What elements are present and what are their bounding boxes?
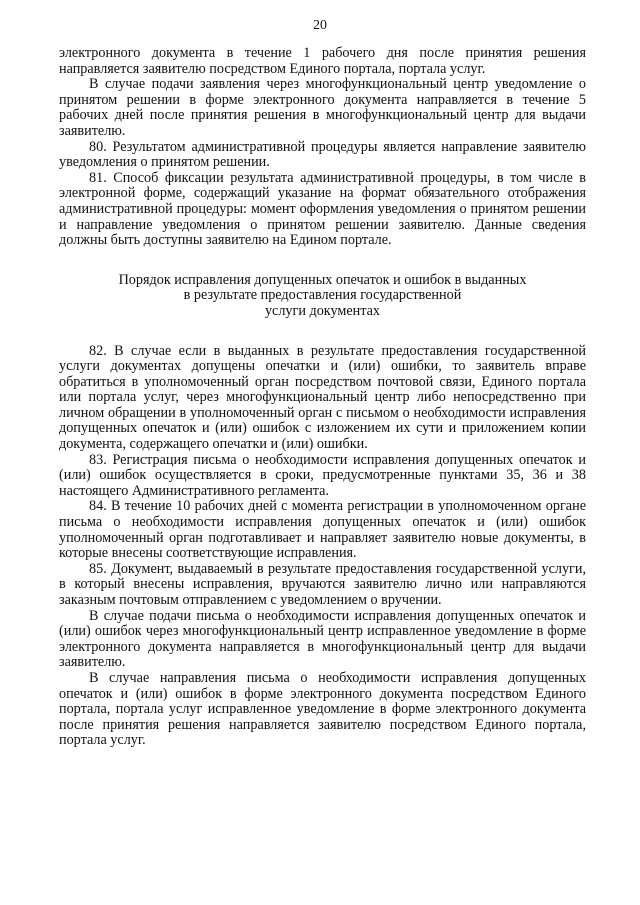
document-body bbox=[59, 46, 586, 749]
page-number: 20 bbox=[313, 18, 327, 33]
paragraph: В случае подачи письма о необходимости исправления допущенных опечаток и (или) ошибок через многофункциональный центр исправленное уведомление в форме электронного документа направляется в многофункциональный центр для выдачи заявителю. bbox=[59, 607, 586, 671]
paragraph: электронного документа в течение 1 рабочего дня после принятия решения направляется заявителю посредством Единого портала, портала услуг. bbox=[59, 45, 586, 77]
paragraph-81: 81. Способ фиксации результата административной процедуры, в том числе в электронной форме, содержащий указание на формат обязательного отображения административной процедуры: момент оформления уведомления о принятом решении и направление уведомления о принятом решении заявителю. Данные сведения должны быть доступны заявителю на Едином портале. bbox=[59, 169, 586, 249]
heading-line: Порядок исправления допущенных опечаток и ошибок в выданных bbox=[118, 271, 527, 288]
paragraph-85: 85. Документ, выдаваемый в результате предоставления государственной услуги, в который внесены исправления, вручаются заявителю лично или направляются заказным почтовым отправлением с уведомлением о вручении. bbox=[59, 560, 586, 608]
heading-line: в результате предоставления государственной bbox=[183, 287, 462, 304]
section-heading bbox=[59, 273, 586, 320]
paragraph-84: 84. В течение 10 рабочих дней с момента регистрации в уполномоченном органе письма о необходимости исправления допущенных опечаток и (или) ошибок уполномоченный орган подготавливает и направляет заявителю новые документы, в которые внесены соответствующие исправления. bbox=[59, 498, 586, 562]
paragraph-83: 83. Регистрация письма о необходимости исправления допущенных опечаток и (или) ошибок осуществляется в сроки, предусмотренные пунктами 35, 36 и 38 настоящего Административного регламента. bbox=[59, 451, 586, 499]
paragraph: В случае направления письма о необходимости исправления допущенных опечаток и (или) ошибок в форме электронного документа посредством Единого портала, портала услуг исправленное уведомление в форме электронного документа после принятия решения направляется заявителю посредством Единого портала, портала услуг. bbox=[59, 669, 586, 749]
paragraph: В случае подачи заявления через многофункциональный центр уведомление о принятом решении в форме электронного документа направляется в течение 5 рабочих дней после принятия решения в многофункциональный центр для выдачи заявителю. bbox=[59, 76, 586, 139]
paragraph-82: 82. В случае если в выданных в результате предоставления государственной услуги документах допущены опечатки и (или) ошибки, то заявитель вправе обратиться в уполномоченный орган посредством почтовой связи, Единого портала или портала услуг, через многофункциональный центр либо непосредственно при личном обращении в уполномоченный орган с письмом о необходимости исправления допущенных опечаток и (или) ошибок с изложением их сути и приложением копии документа, содержащего опечатки и (или) ошибки. bbox=[59, 342, 586, 453]
heading-line: услуги документах bbox=[264, 302, 381, 319]
paragraph-80: 80. Результатом административной процедуры является направление заявителю уведомления о принятом решении. bbox=[59, 138, 586, 171]
